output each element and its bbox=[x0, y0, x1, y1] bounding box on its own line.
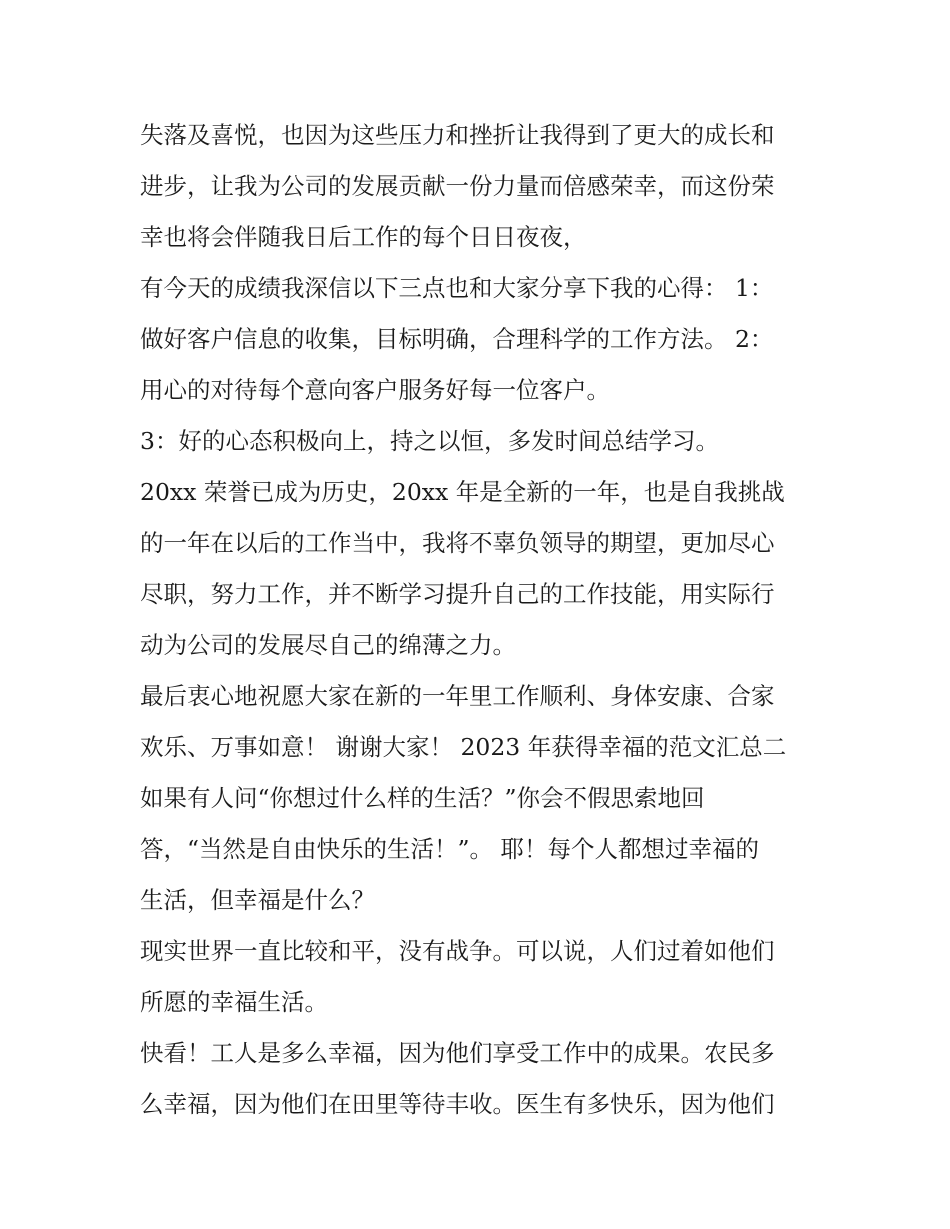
text-line-12: 最后衷心地祝愿大家在新的一年里工作顺利、身体安康、合家 bbox=[140, 682, 775, 710]
text-line-3: 幸也将会伴随我日后工作的每个日日夜夜， bbox=[140, 223, 587, 251]
text-line-4: 有今天的成绩我深信以下三点也和大家分享下我的心得： 1： bbox=[140, 274, 774, 302]
text-line-17: 现实世界一直比较和平，没有战争。可以说，人们过着如他们 bbox=[140, 937, 775, 965]
body-text bbox=[140, 110, 820, 1130]
text-line-8: 20xx 荣誉已成为历史，20xx 年是全新的一年，也是自我挑战 bbox=[140, 478, 785, 506]
text-line-9: 的一年在以后的工作当中，我将不辜负领导的期望，更加尽心 bbox=[140, 529, 775, 557]
text-line-16: 生活，但幸福是什么？ bbox=[140, 886, 375, 914]
text-line-20: 么幸福，因为他们在田里等待丰收。医生有多快乐，因为他们 bbox=[140, 1090, 775, 1118]
text-line-7: 3：好的心态积极向上，持之以恒，多发时间总结学习。 bbox=[140, 427, 719, 455]
text-line-6: 用心的对待每个意向客户服务好每一位客户。 bbox=[140, 376, 610, 404]
text-line-14: 如果有人问“你想过什么样的生活？”你会不假思索地回 bbox=[140, 784, 705, 812]
text-line-1: 失落及喜悦，也因为这些压力和挫折让我得到了更大的成长和 bbox=[140, 121, 775, 149]
text-line-15: 答，“当然是自由快乐的生活！”。 耶！每个人都想过幸福的 bbox=[140, 835, 759, 863]
text-line-2: 进步，让我为公司的发展贡献一份力量而倍感荣幸，而这份荣 bbox=[140, 172, 775, 200]
text-line-13: 欢乐、万事如意！ 谢谢大家！ 2023 年获得幸福的范文汇总二 bbox=[140, 733, 787, 761]
text-line-10: 尽职，努力工作，并不断学习提升自己的工作技能，用实际行 bbox=[140, 580, 775, 608]
text-line-5: 做好客户信息的收集，目标明确，合理科学的工作方法。 2： bbox=[140, 325, 774, 353]
text-line-18: 所愿的幸福生活。 bbox=[140, 988, 328, 1016]
text-line-11: 动为公司的发展尽自己的绵薄之力。 bbox=[140, 631, 516, 659]
text-line-19: 快看！工人是多么幸福，因为他们享受工作中的成果。农民多 bbox=[140, 1039, 775, 1067]
